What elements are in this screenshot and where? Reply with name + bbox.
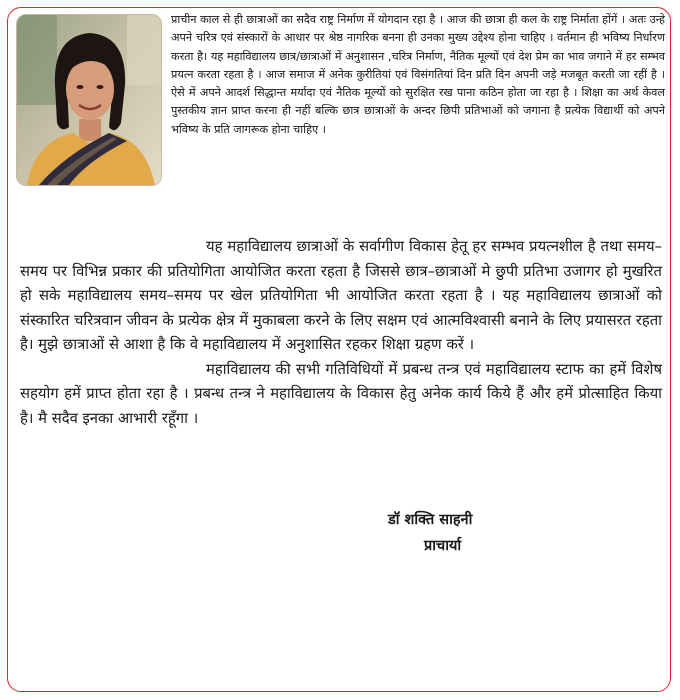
signatory-name: डॉ शक्ति साहनी bbox=[388, 512, 473, 528]
body-paragraph-2: महाविद्यालय की सभी गतिविधियों में प्रबन्ध तन्त्र एवं महाविद्यालय स्टाफ का हमें विशेष सहयोग हमें प्राप्त होता रहा है । प्रबन्ध तन्त्र ने महाविद्यालय के विकास हेतु अनेक कार्य किये हैं और हमें प्रोत्साहित किया है। मै सदैव इनका आभारी रहूँगा । bbox=[20, 360, 662, 427]
principal-photo bbox=[16, 14, 162, 186]
body-paragraph-1: यह महाविद्यालय छात्राओं के सर्वागीण विकास हेतू हर सम्भव प्रयत्नशील है तथा समय–समय पर विभिन्न प्रकार की प्रतियोगिता आयोजित करता रहता है जिससे छात्र–छात्राओं मे छुपी प्रतिभा उजागर हो मुखरित हो सके महाविद्यालय समय–समय पर खेल प्रतियोगिता भी आयोजित करता रहता है । यह महाविद्यालय छात्राओं को संस्कारित चरित्रवान जीवन के प्रत्येक क्षेत्र में मुकाबला करने के लिए सक्षम एवं आत्मविश्वासी बनाने के लिए प्रयासरत रहता है। मुझे छात्राओं से आशा है कि वे महाविद्यालय में अनुशासित रहकर शिक्षा ग्रहण करें । bbox=[20, 238, 662, 353]
intro-text-block bbox=[171, 11, 665, 139]
signature-block bbox=[388, 507, 472, 559]
intro-paragraph: प्राचीन काल से ही छात्राओं का सदैव राष्ट्र निर्माण में योगदान रहा है । आज की छात्रा ही कल के राष्ट्र निर्माता होंगें । अतः उन्हे अपने चरित्र एवं संस्कारों के आधार पर श्रेष्ठ नागरिक बनना ही उनका मुख्य उद्देश्य होना चाहिए । वर्तमान ही भविष्य निर्धारण करता है। यह महाविद्यालय छात्र/छात्राओं में अनुशासन ,चरित्र निर्माण, नैतिक मूल्यों एवं देश प्रेम का भाव जगाने में हर सम्भव प्रयत्न करता रहता है । आज समाज में अनेक कुरीतियां एवं विसंगतियां दिन प्रति दिन अपनी जड़े मजबूत करती जा रहीं है । ऐसे में अपने आदर्श सिद्धान्त मर्यादा एवं नैतिक मूल्यों को सुरक्षित रख पाना कठिन होता जा रहा है । शिक्षा का अर्थ केवल पुस्तकीय ज्ञान प्राप्त करना ही नहीं बल्कि छात्र छात्राओं के अन्दर छिपी प्रतिभाओं को जगाना है प्रत्येक विद्यार्थी को अपने भविष्य के प्रति जागरूक होना चाहिए । bbox=[171, 13, 665, 136]
message-body bbox=[20, 235, 662, 431]
portrait-image bbox=[17, 15, 161, 185]
signatory-title: प्राचार्या bbox=[424, 538, 462, 554]
